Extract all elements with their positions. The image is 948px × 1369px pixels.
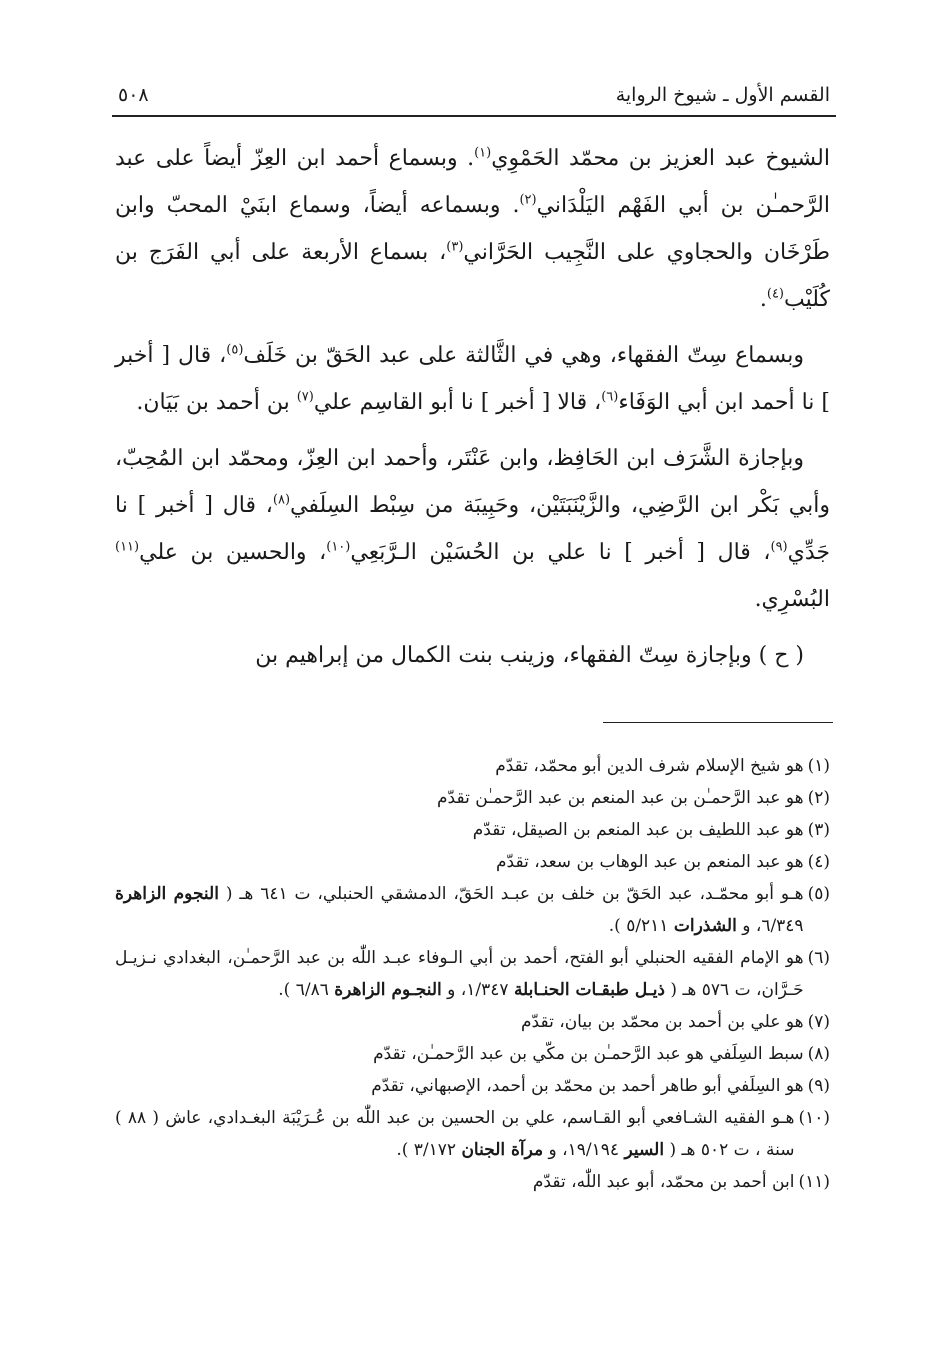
running-title: القسم الأول ـ شيوخ الرواية (615, 84, 830, 106)
footnote-text-part: ١٩/١٩٤، و (543, 1140, 625, 1160)
footnote-number: (٢) (807, 788, 830, 808)
footnote-number: (٨) (807, 1044, 830, 1064)
footnote-text-part: ٥/٢١١ ). (608, 916, 674, 936)
footnote-item (115, 782, 830, 814)
footnote-number: (١٠) (798, 1108, 830, 1128)
source-title: النجوم الزاهرة (115, 884, 219, 904)
footnote-text-part: هو علي بن أحمد بن محمّد بن بيان، تقدّم (521, 1012, 804, 1032)
footnote-item (115, 814, 830, 846)
footnote-text-part: هو عبد المنعم بن عبد الوهاب بن سعد، تقدّم (496, 852, 804, 872)
footnote-text (115, 846, 804, 878)
footnote-ref: (٨) (272, 492, 291, 508)
paragraph-1: الشيوخ عبد العزيز بن محمّد الحَمْوِي$^{(١)}$. وبسماع أحمد ابن العِزّ أيضاً على عبد الرَّحمـٰن بن أبي الفَهْم اليَلْدَاني$^{(٢)}$. وبسماعه أيضاً، وسماع ابنَيْ المحبّ وابن طَرْخَان والحجاوي على النَّجِيب الحَرَّاني$^{(٣)}$، بسماع الأربعة على أبي الفَرَج بن كُلَيْب$^{(٤)}$. (115, 145, 830, 312)
paragraph-2: وبسماع سِتّ الفقهاء، وهي في الثَّالثة على عبد الحَقّ بن خَلَف$^{(٥)}$، قال [ أخبر ] نا أحمد ابن أبي الوَفَاء$^{(٦)}$، قالا [ أخبر ] نا أبو القاسِم علي$^{(٧)}$ بن أحمد بن بَيَان. (115, 342, 830, 415)
footnote-text (115, 782, 804, 814)
footnote-text-part: سبط السِلَفي هو عبد الرَّحمـٰن بن مكّي بن عبد الرَّحمـٰن، تقدّم (373, 1044, 804, 1064)
footnote-text-part: هو شيخ الإسلام شرف الدين أبو محمّد، تقدّم (495, 756, 804, 776)
footnote-ref: (١٠) (326, 539, 351, 555)
footnote-item (115, 942, 830, 1006)
footnote-ref: (٦) (601, 389, 619, 405)
header-rule (112, 115, 836, 117)
footnote-item (115, 1038, 830, 1070)
footnote-ref: (٥) (226, 342, 244, 358)
source-title: الشذرات (673, 916, 737, 936)
footnote-text-part: هـو الفقيه الشـافعي أبو القـاسم، علي بن الحسين بن عبد اللّٰه بن عُـرَيْبَة البغـدادي، عاش ( ٨٨ ) سنة ، ت ٥٠٢ هـ ( (115, 1108, 795, 1160)
footnote-text (115, 1102, 794, 1166)
footnote-text (115, 750, 804, 782)
footnote-ref: (٤) (766, 286, 784, 302)
main-text (115, 135, 830, 688)
footnote-ref: (٢) (519, 192, 537, 208)
footnote-number: (٤) (807, 852, 830, 872)
paragraph-4: ( ح ) وبإجازة سِتّ الفقهاء، وزينب بنت الكمال من إبراهيم بن (255, 643, 804, 668)
footnote-item (115, 750, 830, 782)
page-number: ٥٠٨ (118, 84, 149, 106)
source-title: مرآة الجنان (461, 1140, 544, 1160)
footnote-item (115, 878, 830, 942)
footnote-text (115, 878, 804, 942)
source-title: ذيـل طبقـات الحنـابلة (513, 980, 665, 1000)
footnote-text-part: هـو أبو محمّـد، عبد الحَقّ بن خلف بن عبـد الحَقّ، الدمشقي الحنبلي، ت ٦٤١ هـ ( (218, 884, 804, 904)
footnote-separator (603, 722, 833, 723)
footnote-text-part: ٦/٣٤٩، و (736, 916, 804, 936)
footnote-text (115, 1166, 794, 1198)
paragraph-3: وبإجازة الشَّرَف ابن الحَافِظ، وابن عَنْتَر، وأحمد ابن العِزّ، ومحمّد ابن المُحِبّ، وأبي بَكْر ابن الرَّضِي، والزَّيْنَبَتَيْن، وحَبِيبَة من سِبْط السِلَفي$^{(٨)}$، قال [ أخبر ] نا جَدِّي$^{(٩)}$، قال [ أخبر ] نا علي بن الحُسَيْن الـرَّبَعِي$^{(١٠)}$، والحسين بن علي$^{(١١)}$ البُسْرِي. (115, 446, 830, 612)
footnote-number: (٥) (807, 884, 830, 904)
footnote-number: (٧) (807, 1012, 830, 1032)
footnote-text-part: ١/٣٤٧، و (441, 980, 514, 1000)
footnote-item (115, 846, 830, 878)
footnote-ref: (١) (474, 145, 492, 161)
footnotes (115, 750, 830, 1198)
page-header (118, 80, 830, 110)
footnote-number: (١) (807, 756, 830, 776)
footnote-number: (٣) (807, 820, 830, 840)
footnote-text-part: هو السِلَفي أبو طاهر أحمد بن محمّد بن أحمد، الإصبهاني، تقدّم (371, 1076, 804, 1096)
footnote-item (115, 1102, 830, 1166)
footnote-text-part: هو عبد الرَّحمـٰن بن عبد المنعم بن عبد الرَّحمـٰن تقدّم (437, 788, 804, 808)
footnote-number: (٩) (807, 1076, 830, 1096)
footnote-text (115, 1006, 804, 1038)
footnote-text (115, 814, 804, 846)
footnote-text (115, 1038, 804, 1070)
footnote-text-part: هو عبد اللطيف بن عبد المنعم بن الصيقل، تقدّم (472, 820, 804, 840)
footnote-number: (٦) (807, 948, 830, 968)
footnote-ref: (٣) (446, 239, 464, 255)
footnote-ref: (١١) (115, 539, 140, 555)
source-title: السير (624, 1140, 665, 1160)
footnote-text (115, 1070, 804, 1102)
footnote-text-part: هو الإمام الفقيه الحنبلي أبو الفتح، أحمد بن أبي الـوفاء عبـد اللّٰه بن عبد الرَّحمـٰن، البغدادي نـزيـل حَـرَّان، ت ٥٧٦ هـ ( (115, 948, 804, 1000)
footnote-text (115, 942, 804, 1006)
footnote-item (115, 1166, 830, 1198)
footnote-ref: (٩) (770, 539, 788, 555)
source-title: النجـوم الزاهرة (334, 980, 442, 1000)
footnote-number: (١١) (798, 1172, 830, 1192)
footnote-item (115, 1070, 830, 1102)
footnote-text-part: ٣/١٧٢ ). (396, 1140, 462, 1160)
footnote-text-part: ٦/٨٦ ). (278, 980, 335, 1000)
footnote-item (115, 1006, 830, 1038)
footnote-text-part: ابن أحمد بن محمّد، أبو عبد اللّٰه، تقدّم (532, 1172, 795, 1192)
footnote-ref: (٧) (296, 389, 314, 405)
